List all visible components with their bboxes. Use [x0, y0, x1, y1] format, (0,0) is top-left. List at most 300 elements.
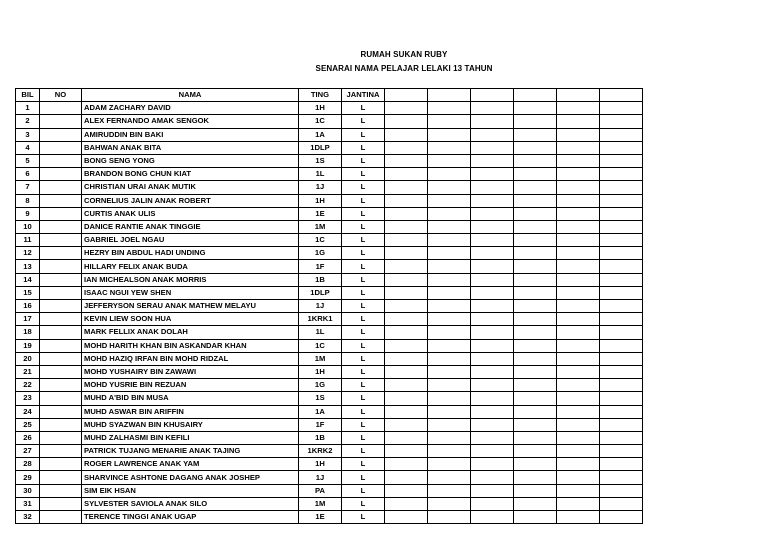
cell-ting: 1H [299, 458, 342, 471]
empty-cell [471, 220, 514, 233]
empty-cell [471, 234, 514, 247]
cell-bil: 29 [16, 471, 40, 484]
cell-bil: 17 [16, 313, 40, 326]
empty-cell [557, 181, 600, 194]
cell-jantina: L [342, 234, 385, 247]
cell-ting: 1J [299, 300, 342, 313]
empty-cell [557, 365, 600, 378]
empty-cell [471, 273, 514, 286]
cell-nama: SYLVESTER SAVIOLA ANAK SILO [82, 497, 299, 510]
table-row [16, 326, 643, 339]
cell-bil: 11 [16, 234, 40, 247]
empty-cell [471, 497, 514, 510]
empty-cell [428, 445, 471, 458]
empty-cell [471, 207, 514, 220]
empty-cell [514, 326, 557, 339]
cell-bil: 16 [16, 300, 40, 313]
header-nama: NAMA [82, 89, 299, 102]
empty-cell [600, 102, 643, 115]
cell-jantina: L [342, 273, 385, 286]
empty-cell [557, 352, 600, 365]
empty-cell [471, 115, 514, 128]
cell-ting: 1E [299, 207, 342, 220]
cell-jantina: L [342, 352, 385, 365]
empty-cell [557, 247, 600, 260]
empty-cell [557, 511, 600, 524]
empty-cell [471, 392, 514, 405]
empty-cell [385, 392, 428, 405]
cell-jantina: L [342, 313, 385, 326]
table-row [16, 115, 643, 128]
empty-cell [385, 497, 428, 510]
cell-nama: JEFFERYSON SERAU ANAK MATHEW MELAYU [82, 300, 299, 313]
empty-cell [385, 234, 428, 247]
table-row [16, 300, 643, 313]
cell-jantina: L [342, 445, 385, 458]
empty-cell [385, 300, 428, 313]
empty-cell [428, 458, 471, 471]
empty-cell [557, 497, 600, 510]
empty-cell [557, 313, 600, 326]
empty-cell [385, 102, 428, 115]
empty-cell [428, 154, 471, 167]
empty-cell [471, 418, 514, 431]
cell-bil: 30 [16, 484, 40, 497]
empty-cell [385, 365, 428, 378]
empty-cell [385, 339, 428, 352]
cell-bil: 5 [16, 154, 40, 167]
empty-cell [557, 220, 600, 233]
cell-jantina: L [342, 220, 385, 233]
empty-cell [514, 471, 557, 484]
cell-ting: 1H [299, 194, 342, 207]
cell-jantina: L [342, 339, 385, 352]
cell-no [40, 511, 82, 524]
empty-cell [385, 431, 428, 444]
empty-cell [514, 300, 557, 313]
cell-nama: AMIRUDDIN BIN BAKI [82, 128, 299, 141]
table-row [16, 154, 643, 167]
cell-jantina: L [342, 497, 385, 510]
cell-ting: 1F [299, 260, 342, 273]
table-row [16, 234, 643, 247]
empty-cell [557, 168, 600, 181]
cell-ting: 1G [299, 247, 342, 260]
cell-nama: IAN MICHEALSON ANAK MORRIS [82, 273, 299, 286]
empty-cell [428, 128, 471, 141]
cell-bil: 2 [16, 115, 40, 128]
empty-cell [557, 484, 600, 497]
empty-cell [557, 379, 600, 392]
empty-cell [514, 484, 557, 497]
empty-cell [514, 168, 557, 181]
table-row [16, 207, 643, 220]
cell-ting: 1G [299, 379, 342, 392]
cell-bil: 3 [16, 128, 40, 141]
empty-cell [471, 300, 514, 313]
empty-cell [385, 379, 428, 392]
table-row [16, 379, 643, 392]
empty-cell [385, 286, 428, 299]
cell-bil: 25 [16, 418, 40, 431]
cell-no [40, 102, 82, 115]
empty-cell [600, 154, 643, 167]
empty-cell [514, 220, 557, 233]
empty-cell [600, 497, 643, 510]
cell-bil: 19 [16, 339, 40, 352]
cell-jantina: L [342, 511, 385, 524]
cell-bil: 15 [16, 286, 40, 299]
cell-ting: 1DLP [299, 286, 342, 299]
table-row [16, 194, 643, 207]
cell-jantina: L [342, 141, 385, 154]
empty-cell [600, 418, 643, 431]
empty-cell [471, 484, 514, 497]
cell-nama: CHRISTIAN URAI ANAK MUTIK [82, 181, 299, 194]
empty-cell [557, 300, 600, 313]
cell-ting: 1KRK1 [299, 313, 342, 326]
empty-cell [471, 194, 514, 207]
cell-jantina: L [342, 392, 385, 405]
cell-jantina: L [342, 431, 385, 444]
empty-cell [514, 392, 557, 405]
cell-ting: 1E [299, 511, 342, 524]
empty-cell [471, 181, 514, 194]
empty-cell [471, 511, 514, 524]
table-row [16, 128, 643, 141]
cell-jantina: L [342, 115, 385, 128]
empty-cell [385, 128, 428, 141]
cell-no [40, 194, 82, 207]
empty-cell [385, 247, 428, 260]
empty-header-cell [428, 89, 471, 102]
empty-cell [471, 313, 514, 326]
cell-bil: 14 [16, 273, 40, 286]
cell-ting: 1M [299, 220, 342, 233]
document-subtitle: SENARAI NAMA PELAJAR LELAKI 13 TAHUN [315, 64, 493, 73]
cell-bil: 13 [16, 260, 40, 273]
cell-no [40, 247, 82, 260]
empty-cell [514, 260, 557, 273]
cell-bil: 28 [16, 458, 40, 471]
empty-header-cell [471, 89, 514, 102]
empty-cell [428, 379, 471, 392]
empty-cell [600, 431, 643, 444]
empty-cell [600, 313, 643, 326]
empty-cell [428, 141, 471, 154]
empty-cell [471, 471, 514, 484]
cell-bil: 12 [16, 247, 40, 260]
empty-cell [557, 260, 600, 273]
empty-cell [514, 313, 557, 326]
cell-jantina: L [342, 405, 385, 418]
cell-ting: 1A [299, 405, 342, 418]
empty-cell [600, 128, 643, 141]
empty-cell [428, 102, 471, 115]
empty-cell [600, 286, 643, 299]
empty-cell [385, 154, 428, 167]
cell-no [40, 326, 82, 339]
cell-nama: PATRICK TUJANG MENARIE ANAK TAJING [82, 445, 299, 458]
empty-cell [385, 352, 428, 365]
cell-nama: BONG SENG YONG [82, 154, 299, 167]
empty-cell [557, 102, 600, 115]
empty-cell [428, 365, 471, 378]
empty-cell [471, 326, 514, 339]
table-row [16, 431, 643, 444]
header-jantina: JANTINA [342, 89, 385, 102]
table-row [16, 405, 643, 418]
empty-header-cell [600, 89, 643, 102]
cell-ting: 1J [299, 181, 342, 194]
empty-cell [514, 154, 557, 167]
empty-cell [471, 405, 514, 418]
cell-no [40, 234, 82, 247]
empty-cell [600, 339, 643, 352]
empty-cell [600, 194, 643, 207]
table-row [16, 497, 643, 510]
cell-jantina: L [342, 128, 385, 141]
empty-cell [428, 326, 471, 339]
cell-ting: 1S [299, 154, 342, 167]
empty-cell [600, 484, 643, 497]
cell-no [40, 392, 82, 405]
empty-cell [600, 458, 643, 471]
empty-cell [385, 326, 428, 339]
cell-no [40, 168, 82, 181]
empty-cell [600, 247, 643, 260]
empty-cell [600, 405, 643, 418]
cell-ting: 1L [299, 326, 342, 339]
cell-nama: CORNELIUS JALIN ANAK ROBERT [82, 194, 299, 207]
empty-cell [557, 194, 600, 207]
empty-cell [428, 405, 471, 418]
cell-nama: DANICE RANTIE ANAK TINGGIE [82, 220, 299, 233]
empty-cell [428, 300, 471, 313]
cell-nama: BRANDON BONG CHUN KIAT [82, 168, 299, 181]
empty-cell [600, 445, 643, 458]
empty-cell [428, 392, 471, 405]
empty-cell [428, 220, 471, 233]
empty-cell [428, 247, 471, 260]
cell-no [40, 181, 82, 194]
cell-ting: 1A [299, 128, 342, 141]
empty-cell [557, 154, 600, 167]
cell-nama: MOHD YUSHAIRY BIN ZAWAWI [82, 365, 299, 378]
cell-bil: 1 [16, 102, 40, 115]
cell-ting: 1S [299, 392, 342, 405]
table-row [16, 313, 643, 326]
cell-nama: MOHD HAZIQ IRFAN BIN MOHD RIDZAL [82, 352, 299, 365]
cell-no [40, 431, 82, 444]
table-row [16, 418, 643, 431]
cell-jantina: L [342, 247, 385, 260]
empty-cell [471, 102, 514, 115]
empty-cell [428, 234, 471, 247]
empty-cell [514, 418, 557, 431]
cell-bil: 4 [16, 141, 40, 154]
empty-cell [385, 418, 428, 431]
empty-cell [428, 471, 471, 484]
cell-no [40, 365, 82, 378]
empty-cell [514, 102, 557, 115]
empty-cell [600, 181, 643, 194]
empty-cell [428, 168, 471, 181]
empty-cell [428, 497, 471, 510]
cell-jantina: L [342, 471, 385, 484]
table-header-row [16, 89, 643, 102]
empty-cell [471, 286, 514, 299]
empty-cell [514, 273, 557, 286]
cell-ting: 1J [299, 471, 342, 484]
empty-cell [471, 458, 514, 471]
cell-no [40, 207, 82, 220]
cell-jantina: L [342, 418, 385, 431]
cell-nama: CURTIS ANAK ULIS [82, 207, 299, 220]
cell-ting: 1C [299, 339, 342, 352]
empty-cell [557, 471, 600, 484]
cell-nama: MUHD SYAZWAN BIN KHUSAIRY [82, 418, 299, 431]
empty-cell [557, 234, 600, 247]
cell-ting: 1B [299, 273, 342, 286]
table-row [16, 445, 643, 458]
cell-nama: MOHD HARITH KHAN BIN ASKANDAR KHAN [82, 339, 299, 352]
empty-cell [471, 141, 514, 154]
empty-cell [385, 273, 428, 286]
empty-cell [557, 405, 600, 418]
cell-bil: 22 [16, 379, 40, 392]
empty-cell [557, 339, 600, 352]
cell-nama: ALEX FERNANDO AMAK SENGOK [82, 115, 299, 128]
cell-nama: KEVIN LIEW SOON HUA [82, 313, 299, 326]
empty-cell [600, 234, 643, 247]
empty-cell [385, 313, 428, 326]
cell-no [40, 300, 82, 313]
empty-header-cell [557, 89, 600, 102]
cell-jantina: L [342, 365, 385, 378]
table-row [16, 168, 643, 181]
cell-ting: 1M [299, 352, 342, 365]
empty-cell [514, 352, 557, 365]
document-title: RUMAH SUKAN RUBY [360, 50, 448, 59]
table-row [16, 458, 643, 471]
cell-jantina: L [342, 286, 385, 299]
empty-cell [471, 128, 514, 141]
empty-cell [428, 511, 471, 524]
empty-cell [557, 458, 600, 471]
cell-jantina: L [342, 458, 385, 471]
empty-cell [514, 405, 557, 418]
empty-cell [428, 286, 471, 299]
cell-nama: TERENCE TINGGI ANAK UGAP [82, 511, 299, 524]
cell-jantina: L [342, 168, 385, 181]
empty-cell [428, 484, 471, 497]
cell-bil: 8 [16, 194, 40, 207]
empty-cell [471, 260, 514, 273]
student-table [15, 88, 643, 524]
empty-cell [471, 352, 514, 365]
empty-cell [428, 260, 471, 273]
empty-cell [557, 273, 600, 286]
cell-ting: 1B [299, 431, 342, 444]
cell-nama: MOHD YUSRIE BIN REZUAN [82, 379, 299, 392]
cell-ting: 1L [299, 168, 342, 181]
empty-cell [385, 168, 428, 181]
cell-no [40, 154, 82, 167]
empty-cell [557, 326, 600, 339]
cell-no [40, 141, 82, 154]
empty-cell [385, 405, 428, 418]
empty-cell [385, 181, 428, 194]
cell-bil: 20 [16, 352, 40, 365]
empty-cell [514, 339, 557, 352]
cell-no [40, 339, 82, 352]
cell-nama: ISAAC NGUI YEW SHEN [82, 286, 299, 299]
empty-cell [428, 181, 471, 194]
empty-cell [385, 220, 428, 233]
empty-cell [385, 260, 428, 273]
empty-cell [600, 511, 643, 524]
cell-ting: 1KRK2 [299, 445, 342, 458]
empty-cell [600, 115, 643, 128]
empty-cell [471, 365, 514, 378]
cell-no [40, 313, 82, 326]
cell-no [40, 497, 82, 510]
cell-ting: 1H [299, 102, 342, 115]
empty-cell [428, 313, 471, 326]
cell-nama: ROGER LAWRENCE ANAK YAM [82, 458, 299, 471]
cell-no [40, 260, 82, 273]
empty-cell [600, 352, 643, 365]
cell-no [40, 418, 82, 431]
cell-nama: SIM EIK HSAN [82, 484, 299, 497]
empty-cell [600, 379, 643, 392]
empty-cell [557, 418, 600, 431]
cell-bil: 26 [16, 431, 40, 444]
empty-cell [557, 128, 600, 141]
empty-cell [514, 445, 557, 458]
empty-cell [557, 286, 600, 299]
cell-no [40, 352, 82, 365]
empty-cell [514, 379, 557, 392]
table-row [16, 484, 643, 497]
empty-cell [514, 194, 557, 207]
table-row [16, 392, 643, 405]
cell-ting: 1M [299, 497, 342, 510]
empty-cell [428, 194, 471, 207]
empty-cell [385, 207, 428, 220]
empty-cell [600, 326, 643, 339]
empty-cell [600, 471, 643, 484]
empty-cell [428, 207, 471, 220]
cell-bil: 31 [16, 497, 40, 510]
cell-ting: 1F [299, 418, 342, 431]
empty-cell [557, 431, 600, 444]
cell-bil: 9 [16, 207, 40, 220]
empty-cell [514, 286, 557, 299]
empty-cell [428, 418, 471, 431]
empty-cell [428, 273, 471, 286]
table-row [16, 365, 643, 378]
cell-no [40, 471, 82, 484]
cell-bil: 21 [16, 365, 40, 378]
cell-jantina: L [342, 379, 385, 392]
empty-cell [600, 207, 643, 220]
empty-cell [557, 445, 600, 458]
table-row [16, 260, 643, 273]
table-row [16, 247, 643, 260]
cell-nama: MUHD A'BID BIN MUSA [82, 392, 299, 405]
